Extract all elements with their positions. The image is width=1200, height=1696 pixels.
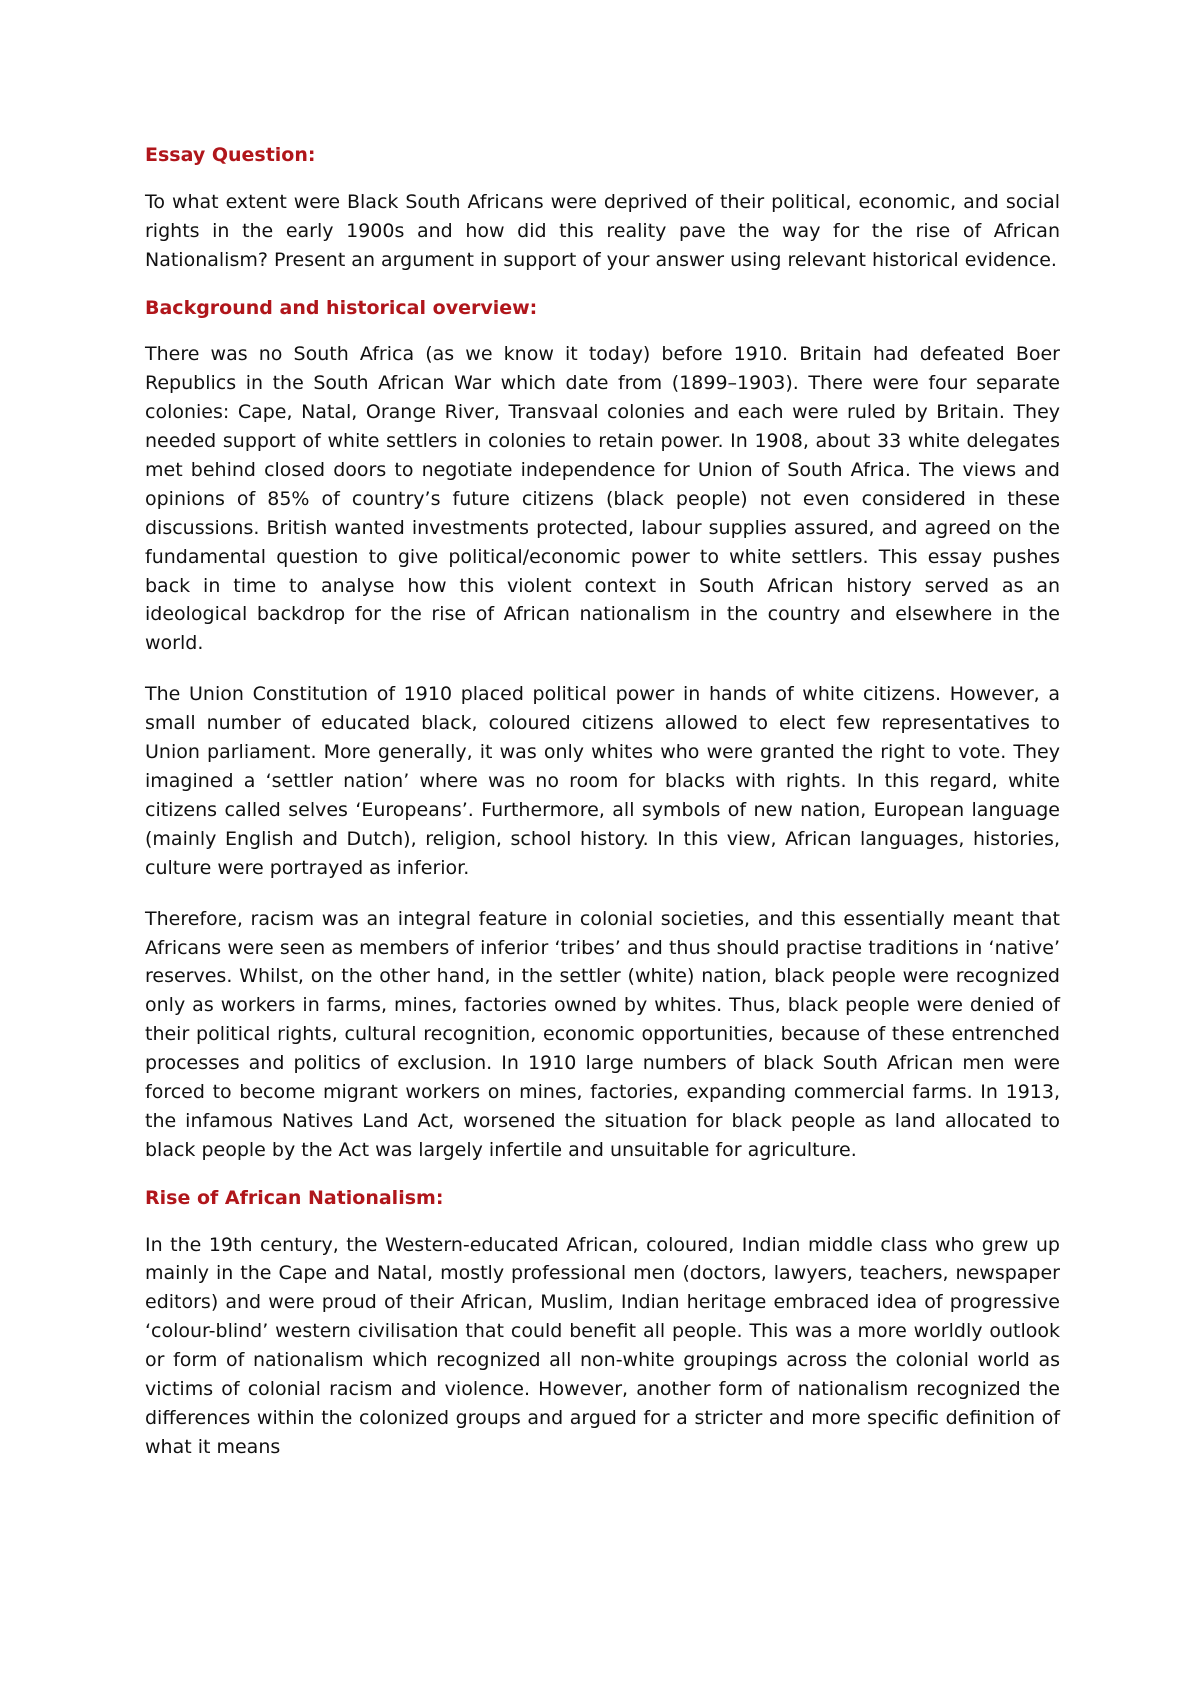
background-paragraph-2: The Union Constitution of 1910 placed political power in hands of white citizens. However, a small number of educated black, coloured citizens allowed to elect few representatives to Union parliament. More generally, it was only whites who were granted the right to vote. They imagined a ‘settler nation’ where was no room for blacks with rights. In this regard, white citizens called selves ‘Europeans’. Furthermore, all symbols of new nation, European language (mainly English and Dutch), religion, school history. In this view, African languages, histories, culture were portrayed as inferior. (145, 683, 1060, 879)
essay-question-paragraph: To what extent were Black South Africans were deprived of their political, economic, and social rights in the early 1900s and how did this reality pave the way for the rise of African Nationalism? Present an argument in support of your answer using relevant historical evidence. (145, 190, 1060, 271)
rise-of-african-nationalism-heading: Rise of African Nationalism: (145, 1186, 444, 1209)
document-body (145, 144, 1060, 1462)
background-heading: Background and historical overview: (145, 296, 538, 319)
background-paragraph-1: There was no South Africa (as we know it today) before 1910. Britain had defeated Boer Republics in the South African War which date from (1899–1903). There were four separate colonies: Cape, Natal, Orange River, Transvaal colonies and each were ruled by Britain. They needed support of white settlers in colonies to retain power. In 1908, about 33 white delegates met behind closed doors to negotiate independence for Union of South Africa. The views and opinions of 85% of country’s future citizens (black people) not even considered in these discussions. British wanted investments protected, labour supplies assured, and agreed on the fundamental question to give political/economic power to white settlers. This essay pushes back in time to analyse how this violent context in South African history served as an ideological backdrop for the rise of African nationalism in the country and elsewhere in the world. (145, 343, 1060, 655)
rise-paragraph-1: In the 19th century, the Western-educated African, coloured, Indian middle class who grew up mainly in the Cape and Natal, mostly professional men (doctors, lawyers, teachers, newspaper editors) and were proud of their African, Muslim, Indian heritage embraced idea of progressive ‘colour-blind’ western civilisation that could benefit all people. This was a more worldly outlook or form of nationalism which recognized all non-white groupings across the colonial world as victims of colonial racism and violence. However, another form of nationalism recognized the differences within the colonized groups and argued for a stricter and more specific definition of what it means (145, 1233, 1060, 1458)
essay-question-heading: Essay Question: (145, 144, 316, 166)
background-paragraph-3: Therefore, racism was an integral feature in colonial societies, and this essentially meant that Africans were seen as members of inferior ‘tribes’ and thus should practise traditions in ‘native’ reserves. Whilst, on the other hand, in the settler (white) nation, black people were recognized only as workers in farms, mines, factories owned by whites. Thus, black people were denied of their political rights, cultural recognition, economic opportunities, because of these entrenched processes and politics of exclusion. In 1910 large numbers of black South African men were forced to become migrant workers on mines, factories, expanding commercial farms. In 1913, the infamous Natives Land Act, worsened the situation for black people as land allocated to black people by the Act was largely infertile and unsuitable for agriculture. (145, 907, 1060, 1161)
